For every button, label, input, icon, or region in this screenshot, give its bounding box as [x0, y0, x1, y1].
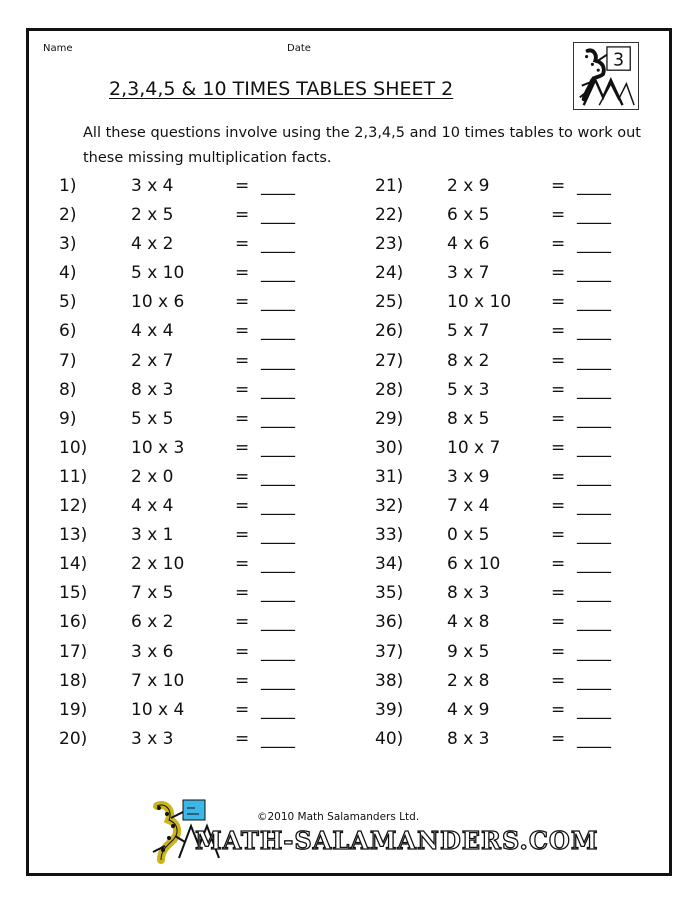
question-expression: 8 x 3	[447, 728, 490, 749]
equals-sign: =	[551, 554, 566, 575]
question-number: 20)	[59, 728, 88, 749]
question-expression: 6 x 10	[447, 554, 501, 575]
equals-sign: =	[235, 466, 250, 487]
answer-blank[interactable]: ____	[577, 437, 611, 458]
question-number: 16)	[59, 612, 88, 633]
question-expression: 2 x 0	[131, 466, 174, 487]
question-number: 33)	[375, 525, 404, 546]
answer-blank[interactable]: ____	[261, 408, 295, 429]
equals-sign: =	[235, 263, 250, 284]
question-number: 9)	[59, 408, 77, 429]
question-expression: 10 x 4	[131, 699, 185, 720]
equals-sign: =	[551, 263, 566, 284]
question-number: 31)	[375, 466, 404, 487]
question-expression: 7 x 10	[131, 670, 185, 691]
question-number: 10)	[59, 437, 88, 458]
question-number: 26)	[375, 321, 404, 342]
equals-sign: =	[235, 321, 250, 342]
question-number: 14)	[59, 554, 88, 575]
question-expression: 3 x 6	[131, 641, 174, 662]
equals-sign: =	[235, 176, 250, 196]
equals-sign: =	[235, 379, 250, 400]
question-number: 39)	[375, 699, 404, 720]
answer-blank[interactable]: ____	[261, 263, 295, 284]
question-expression: 5 x 5	[131, 408, 174, 429]
instructions-text: All these questions involve using the 2,3,4,5 and 10 times tables to work out these missing multiplication facts.	[83, 125, 641, 166]
question-number: 36)	[375, 612, 404, 633]
question-expression: 4 x 8	[447, 612, 490, 633]
question-number: 38)	[375, 670, 404, 691]
question-expression: 4 x 4	[131, 496, 174, 517]
equals-sign: =	[551, 466, 566, 487]
grade-badge	[573, 42, 639, 110]
answer-blank[interactable]: ____	[577, 321, 611, 342]
equals-sign: =	[551, 699, 566, 720]
question-expression: 5 x 7	[447, 321, 490, 342]
question-number: 30)	[375, 437, 404, 458]
answer-blank[interactable]: ____	[261, 234, 295, 255]
question-expression: 2 x 10	[131, 554, 185, 575]
question-number: 11)	[59, 466, 88, 487]
answer-blank[interactable]: ____	[261, 641, 295, 662]
question-expression: 3 x 9	[447, 466, 490, 487]
answer-blank[interactable]: ____	[577, 292, 611, 313]
answer-blank[interactable]: ____	[577, 583, 611, 604]
question-expression: 3 x 4	[131, 176, 174, 196]
equals-sign: =	[235, 350, 250, 371]
question-expression: 2 x 9	[447, 176, 490, 196]
question-number: 35)	[375, 583, 404, 604]
answer-blank[interactable]: ____	[577, 176, 611, 196]
answer-blank[interactable]: ____	[577, 554, 611, 575]
answer-blank[interactable]: ____	[261, 583, 295, 604]
question-number: 27)	[375, 350, 404, 371]
question-expression: 2 x 8	[447, 670, 490, 691]
question-number: 19)	[59, 699, 88, 720]
question-expression: 9 x 5	[447, 641, 490, 662]
equals-sign: =	[235, 437, 250, 458]
equals-sign: =	[551, 670, 566, 691]
equals-sign: =	[551, 321, 566, 342]
question-expression: 3 x 7	[447, 263, 490, 284]
equals-sign: =	[235, 699, 250, 720]
answer-blank[interactable]: ____	[261, 292, 295, 313]
answer-blank[interactable]: ____	[577, 350, 611, 371]
question-number: 2)	[59, 205, 77, 226]
question-number: 28)	[375, 379, 404, 400]
salamander-board-icon	[574, 43, 638, 109]
question-number: 22)	[375, 205, 404, 226]
copyright-text: ©2010 Math Salamanders Ltd.	[257, 811, 420, 823]
badge-number: 3	[613, 50, 625, 71]
question-number: 6)	[59, 321, 77, 342]
question-number: 17)	[59, 641, 88, 662]
question-expression: 4 x 9	[447, 699, 490, 720]
equals-sign: =	[235, 234, 250, 255]
question-expression: 3 x 3	[131, 728, 174, 749]
question-number: 12)	[59, 496, 88, 517]
equals-sign: =	[235, 641, 250, 662]
question-expression: 5 x 3	[447, 379, 490, 400]
equals-sign: =	[235, 496, 250, 517]
question-number: 24)	[375, 263, 404, 284]
question-expression: 0 x 5	[447, 525, 490, 546]
question-expression: 10 x 3	[131, 437, 185, 458]
question-number: 23)	[375, 234, 404, 255]
equals-sign: =	[235, 525, 250, 546]
equals-sign: =	[551, 176, 566, 196]
answer-blank[interactable]: ____	[261, 205, 295, 226]
question-expression: 4 x 2	[131, 234, 174, 255]
question-number: 1)	[59, 176, 77, 196]
equals-sign: =	[551, 437, 566, 458]
question-expression: 6 x 2	[131, 612, 174, 633]
question-expression: 8 x 3	[447, 583, 490, 604]
answer-blank[interactable]: ____	[261, 437, 295, 458]
question-expression: 8 x 5	[447, 408, 490, 429]
worksheet-page	[26, 28, 672, 876]
question-number: 3)	[59, 234, 77, 255]
answer-blank[interactable]: ____	[577, 496, 611, 517]
question-expression: 7 x 5	[131, 583, 174, 604]
answer-blank[interactable]: ____	[261, 699, 295, 720]
equals-sign: =	[551, 350, 566, 371]
question-number: 4)	[59, 263, 77, 284]
answer-blank[interactable]: ____	[261, 670, 295, 691]
answer-blank[interactable]: ____	[261, 728, 295, 749]
equals-sign: =	[551, 583, 566, 604]
equals-sign: =	[551, 408, 566, 429]
answer-blank[interactable]: ____	[261, 612, 295, 633]
answer-blank[interactable]: ____	[261, 525, 295, 546]
question-expression: 7 x 4	[447, 496, 490, 517]
answer-blank[interactable]: ____	[261, 496, 295, 517]
answer-blank[interactable]: ____	[577, 641, 611, 662]
worksheet-title: 2,3,4,5 & 10 TIMES TABLES SHEET 2	[109, 78, 454, 100]
equals-sign: =	[551, 292, 566, 313]
answer-blank[interactable]: ____	[261, 379, 295, 400]
answer-blank[interactable]: ____	[261, 350, 295, 371]
question-expression: 6 x 5	[447, 205, 490, 226]
question-number: 15)	[59, 583, 88, 604]
answer-blank[interactable]: ____	[261, 466, 295, 487]
question-expression: 3 x 1	[131, 525, 174, 546]
answer-blank[interactable]: ____	[577, 525, 611, 546]
name-label: Name	[43, 43, 73, 54]
answer-blank[interactable]: ____	[577, 699, 611, 720]
question-expression: 10 x 10	[447, 292, 512, 313]
question-number: 25)	[375, 292, 404, 313]
equals-sign: =	[235, 408, 250, 429]
question-expression: 2 x 5	[131, 205, 174, 226]
question-number: 7)	[59, 350, 77, 371]
equals-sign: =	[551, 612, 566, 633]
answer-blank[interactable]: ____	[261, 321, 295, 342]
question-number: 29)	[375, 408, 404, 429]
answer-blank[interactable]: ____	[577, 379, 611, 400]
equals-sign: =	[235, 554, 250, 575]
question-expression: 10 x 7	[447, 437, 501, 458]
question-number: 34)	[375, 554, 404, 575]
answer-blank[interactable]: ____	[261, 554, 295, 575]
question-expression: 5 x 10	[131, 263, 185, 284]
question-expression: 2 x 7	[131, 350, 174, 371]
answer-blank[interactable]: ____	[577, 234, 611, 255]
equals-sign: =	[551, 525, 566, 546]
question-number: 32)	[375, 496, 404, 517]
question-expression: 8 x 2	[447, 350, 490, 371]
equals-sign: =	[551, 205, 566, 226]
equals-sign: =	[551, 641, 566, 662]
question-number: 40)	[375, 728, 404, 749]
equals-sign: =	[551, 496, 566, 517]
question-number: 13)	[59, 525, 88, 546]
equals-sign: =	[235, 670, 250, 691]
question-number: 18)	[59, 670, 88, 691]
answer-blank[interactable]: ____	[577, 728, 611, 749]
question-expression: 4 x 6	[447, 234, 490, 255]
equals-sign: =	[235, 205, 250, 226]
question-number: 21)	[375, 176, 404, 196]
answer-blank[interactable]: ____	[577, 612, 611, 633]
date-label: Date	[287, 43, 311, 54]
answer-blank[interactable]: ____	[577, 263, 611, 284]
equals-sign: =	[235, 292, 250, 313]
equals-sign: =	[551, 728, 566, 749]
question-expression: 8 x 3	[131, 379, 174, 400]
answer-blank[interactable]: ____	[577, 205, 611, 226]
equals-sign: =	[551, 379, 566, 400]
equals-sign: =	[235, 728, 250, 749]
answer-blank[interactable]: ____	[261, 176, 295, 196]
question-expression: 10 x 6	[131, 292, 185, 313]
answer-blank[interactable]: ____	[577, 408, 611, 429]
equals-sign: =	[551, 234, 566, 255]
equals-sign: =	[235, 612, 250, 633]
brand-wordmark: MATH-SALAMANDERS.COM	[195, 826, 599, 855]
answer-blank[interactable]: ____	[577, 670, 611, 691]
answer-blank[interactable]: ____	[577, 466, 611, 487]
question-number: 37)	[375, 641, 404, 662]
question-number: 5)	[59, 292, 77, 313]
equals-sign: =	[235, 583, 250, 604]
question-expression: 4 x 4	[131, 321, 174, 342]
question-number: 8)	[59, 379, 77, 400]
